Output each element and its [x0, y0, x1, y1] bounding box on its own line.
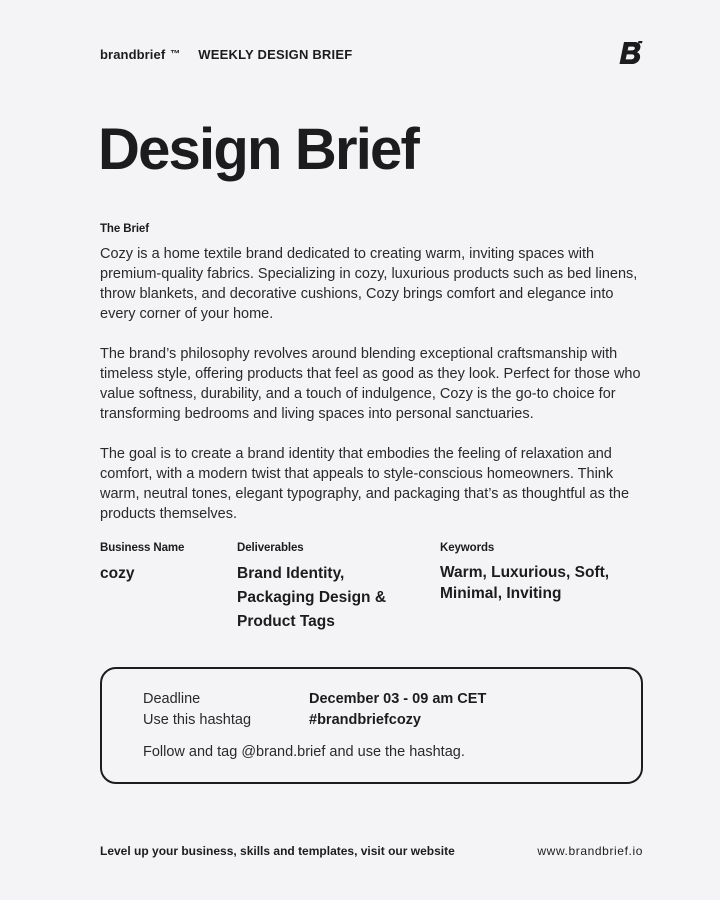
brief-paragraph: The goal is to create a brand identity that embodies the feeling of relaxation and comfort, with a modern twist that appeals to style-conscious homeowners. Think warm, neutral tones, elegant typography, and packaging that’s as thoughtful as the products themselves.	[100, 446, 630, 522]
brand-name: brandbrief	[100, 46, 166, 62]
header	[100, 44, 644, 64]
follow-instruction: Follow and tag @brand.brief and use the hashtag.	[143, 744, 465, 760]
website-link[interactable]: www.brandbrief.io	[537, 844, 643, 858]
brandbrief-b-logo-icon	[619, 40, 643, 66]
deadline-value: December 03 - 09 am CET	[309, 691, 487, 707]
deliverable-item: Brand Identity,	[237, 565, 345, 582]
hashtag-value: #brandbriefcozy	[309, 712, 421, 728]
footer-cta: Level up your business, skills and templates, visit our website	[100, 844, 455, 858]
business-name-column	[100, 542, 220, 586]
issue-label: WEEKLY DESIGN BRIEF	[198, 46, 353, 62]
brief-paragraph: The brand’s philosophy revolves around blending exceptional craftsmanship with timeless style, offering products that feel as good as they look. Perfect for those who value softness, durability, and a touch of indulgence, Cozy is the go-to choice for transforming bedrooms and living spaces into personal sanctuaries.	[100, 346, 641, 422]
brief-label: The Brief	[100, 223, 149, 235]
deadline-box	[100, 667, 643, 784]
hashtag-label: Use this hashtag	[143, 712, 252, 728]
brief-paragraph: Cozy is a home textile brand dedicated to creating warm, inviting spaces with premium-quality fabrics. Specializing in cozy, luxurious products such as bed linens, throw blankets, and decorative cushions, Cozy brings comfort and elegance into every corner of your home.	[100, 246, 638, 322]
keywords-label: Keywords	[440, 542, 495, 554]
deliverable-item: Packaging Design &	[237, 589, 387, 606]
deliverables-label: Deliverables	[237, 542, 304, 554]
brief-body	[100, 244, 645, 544]
business-name-value: cozy	[100, 565, 135, 582]
keywords-line: Warm, Luxurious, Soft,	[440, 564, 610, 581]
deadline-label: Deadline	[143, 691, 201, 707]
deliverable-item: Product Tags	[237, 613, 335, 630]
trademark-symbol: ™	[170, 48, 181, 60]
page-title: Design Brief	[98, 117, 419, 182]
deliverables-column	[237, 542, 422, 634]
keywords-column	[440, 542, 640, 604]
keywords-line: Minimal, Inviting	[440, 585, 562, 602]
footer	[100, 844, 643, 858]
business-name-label: Business Name	[100, 542, 185, 554]
